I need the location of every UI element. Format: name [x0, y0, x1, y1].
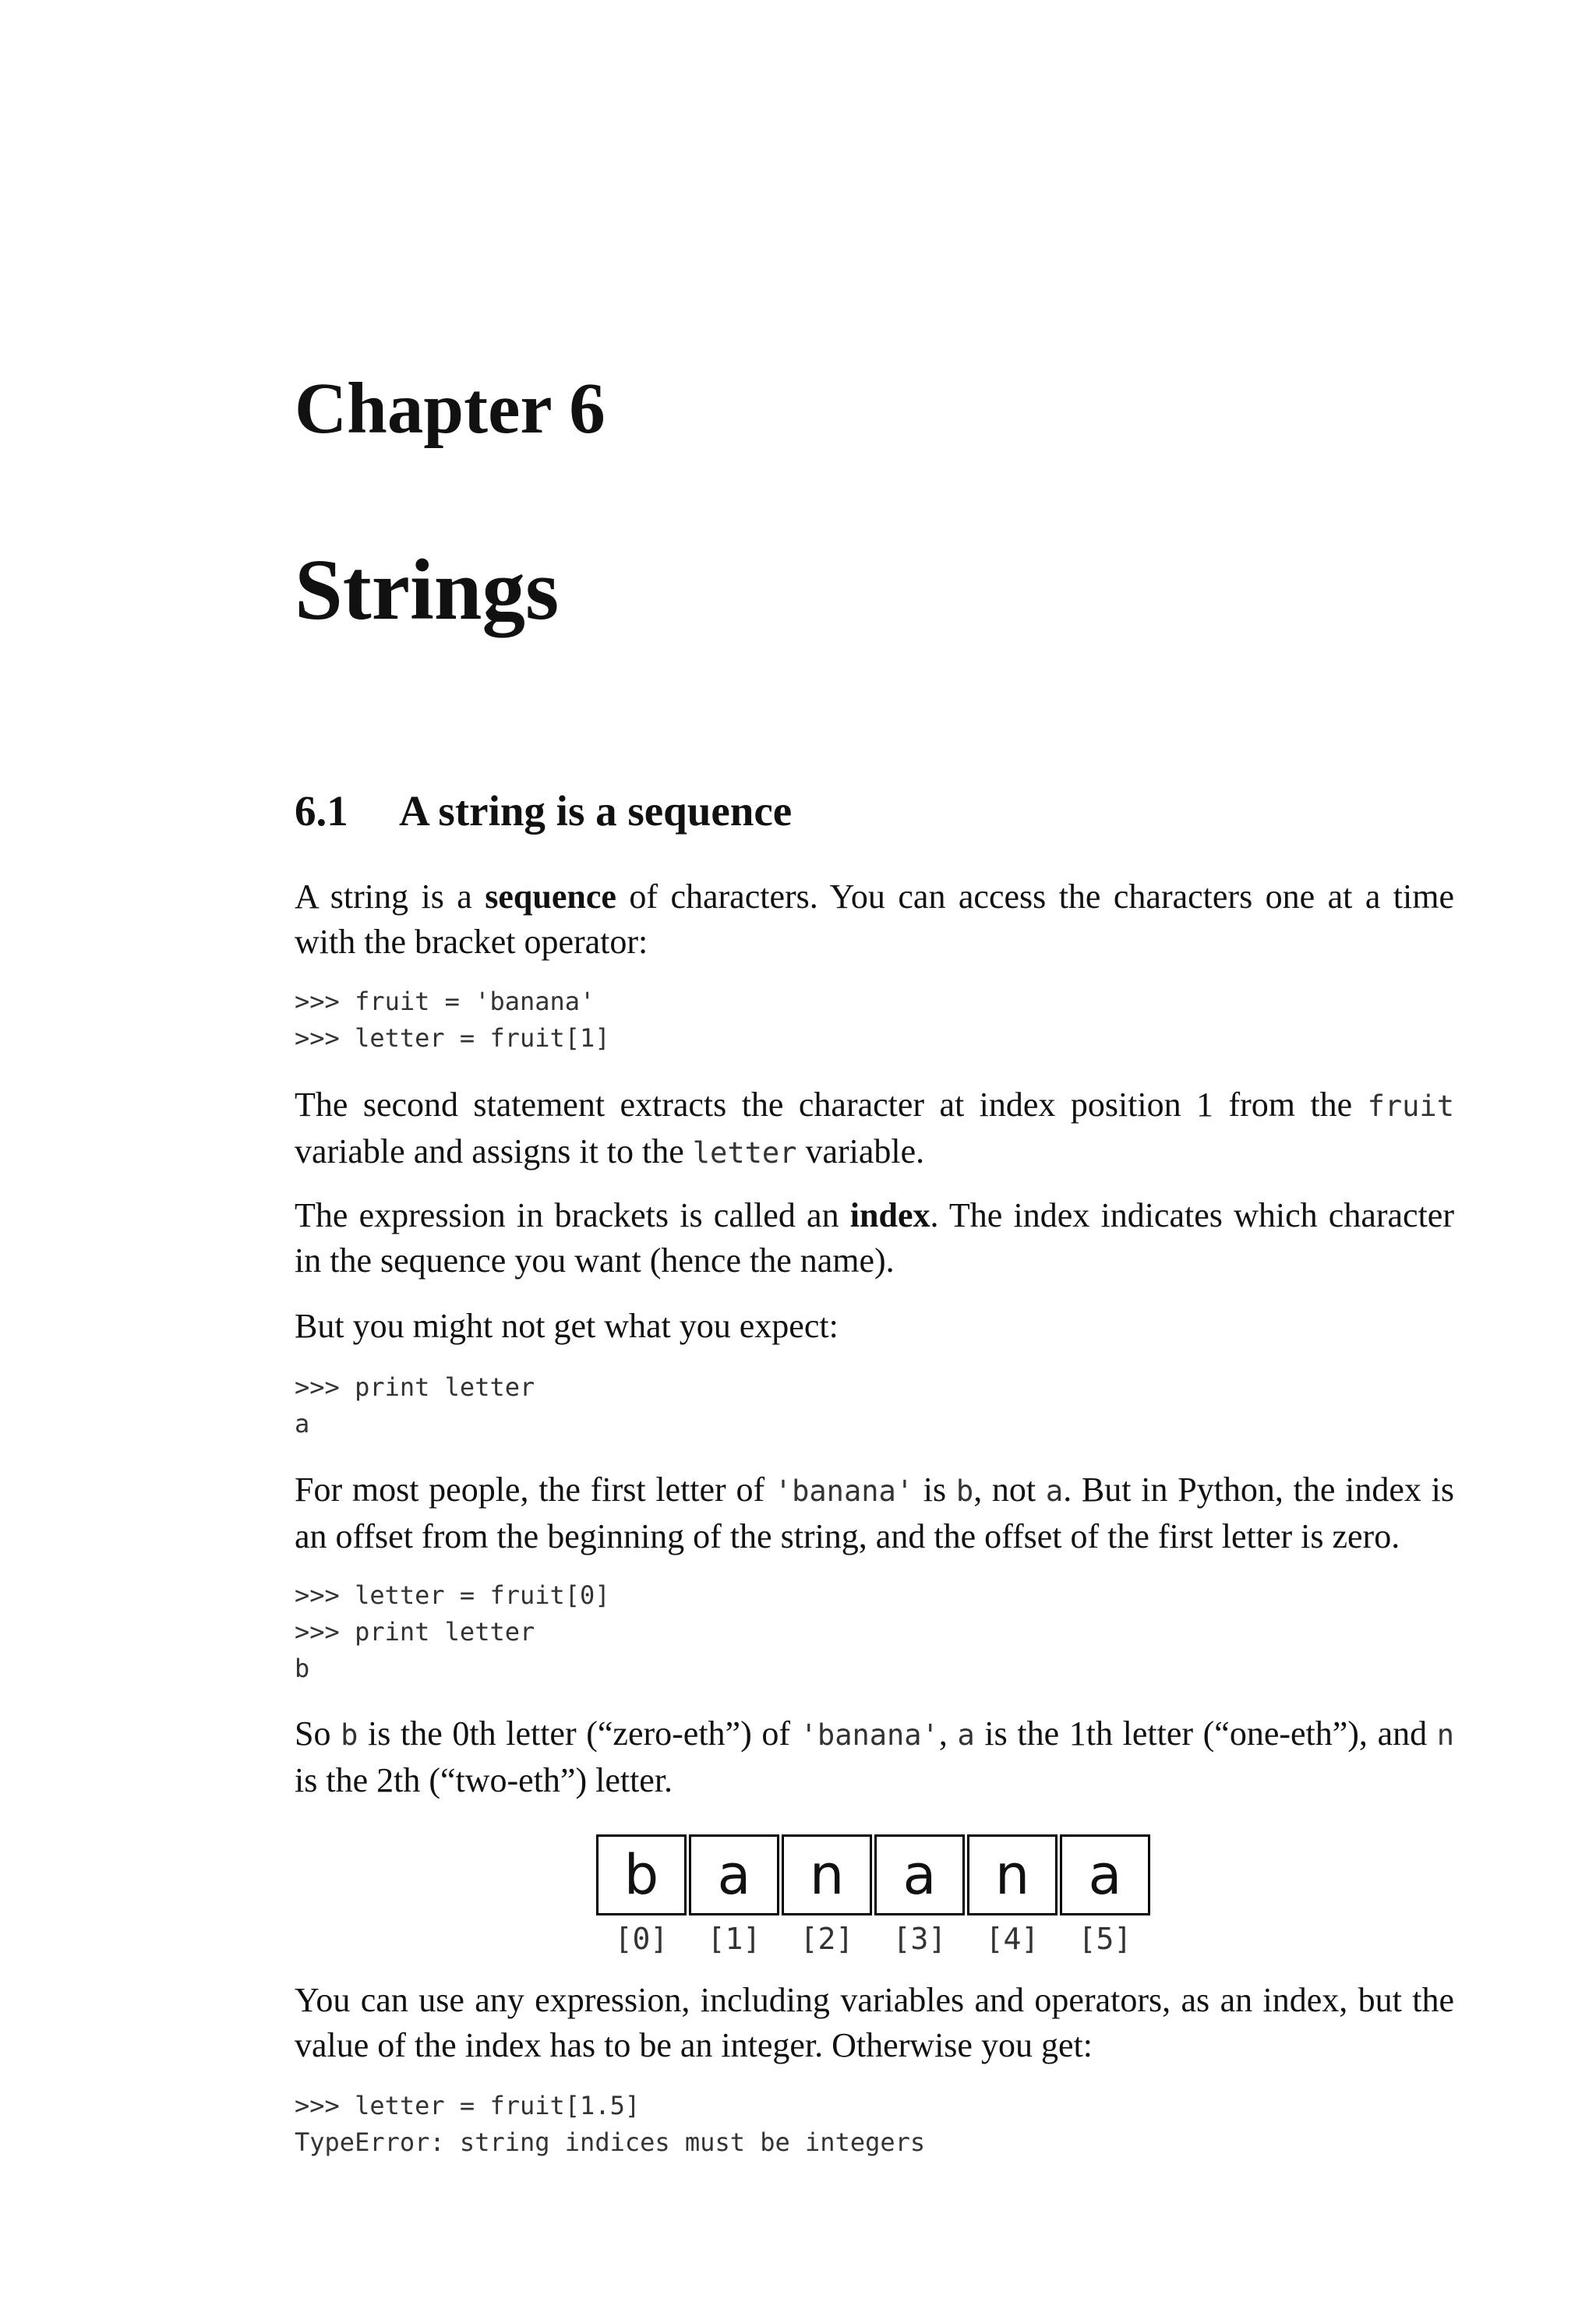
index-label: [1] [707, 1922, 761, 1956]
code-block: >>> letter = fruit[0] >>> print letter b [295, 1580, 610, 1683]
letter-cell: n [967, 1834, 1058, 1915]
inline-code: fruit [1367, 1089, 1454, 1123]
section-title: A string is a sequence [399, 787, 793, 835]
index-label: [4] [985, 1922, 1040, 1956]
code-block: >>> letter = fruit[1.5] TypeError: string indices must be integers [295, 2091, 926, 2157]
inline-code: a [1045, 1474, 1064, 1508]
paragraph: So b is the 0th letter (“zero-eth”) of 'banana', a is the 1th letter (“one-eth”), and n is the 2th (“two-eth”) letter. [295, 1714, 1455, 1799]
section-heading [295, 787, 793, 835]
index-label: [0] [614, 1922, 669, 1956]
paragraph: You can use any expression, including variables and operators, as an index, but the value of the index has to be an integer. Otherwise you get: [295, 1981, 1454, 2064]
letter-cell: a [689, 1834, 779, 1915]
inline-code: 'banana' [774, 1474, 914, 1508]
index-label: [3] [892, 1922, 947, 1956]
inline-code: 'banana' [800, 1718, 939, 1752]
inline-code: letter [692, 1136, 797, 1170]
inline-code: a [957, 1718, 975, 1752]
letter-cell: a [874, 1834, 965, 1915]
inline-code: n [1436, 1718, 1455, 1752]
inline-code: b [955, 1474, 974, 1508]
paragraph: But you might not get what you expect: [295, 1307, 839, 1345]
letter-cell: a [1060, 1834, 1150, 1915]
term-sequence: sequence [485, 877, 616, 916]
section-number: 6.1 [295, 787, 348, 835]
letter-cell: n [782, 1834, 872, 1915]
code-block: >>> print letter a [295, 1372, 535, 1439]
chapter-title: Strings [295, 542, 560, 638]
paragraph: A string is a sequence of characters. You can access the characters one at a time with the bracket operator: [295, 877, 1455, 961]
paragraph: The expression in brackets is called an index. The index indicates which character in the sequence you want (hence the name). [295, 1196, 1454, 1280]
term-index: index [849, 1196, 930, 1234]
index-label: [5] [1078, 1922, 1132, 1956]
paragraph: The second statement extracts the character at index position 1 from the fruit variable and assigns it to the letter variable. [295, 1086, 1454, 1170]
index-label: [2] [800, 1922, 854, 1956]
string-index-diagram [596, 1834, 1154, 1959]
code-block: >>> fruit = 'banana' >>> letter = fruit[1] [295, 987, 610, 1053]
chapter-label: Chapter 6 [295, 369, 606, 449]
letter-cell: b [596, 1834, 687, 1915]
paragraph: For most people, the first letter of 'banana' is b, not a. But in Python, the index is an offset from the beginning of the string, and the offset of the first letter is zero. [295, 1470, 1454, 1555]
inline-code: b [341, 1718, 358, 1752]
